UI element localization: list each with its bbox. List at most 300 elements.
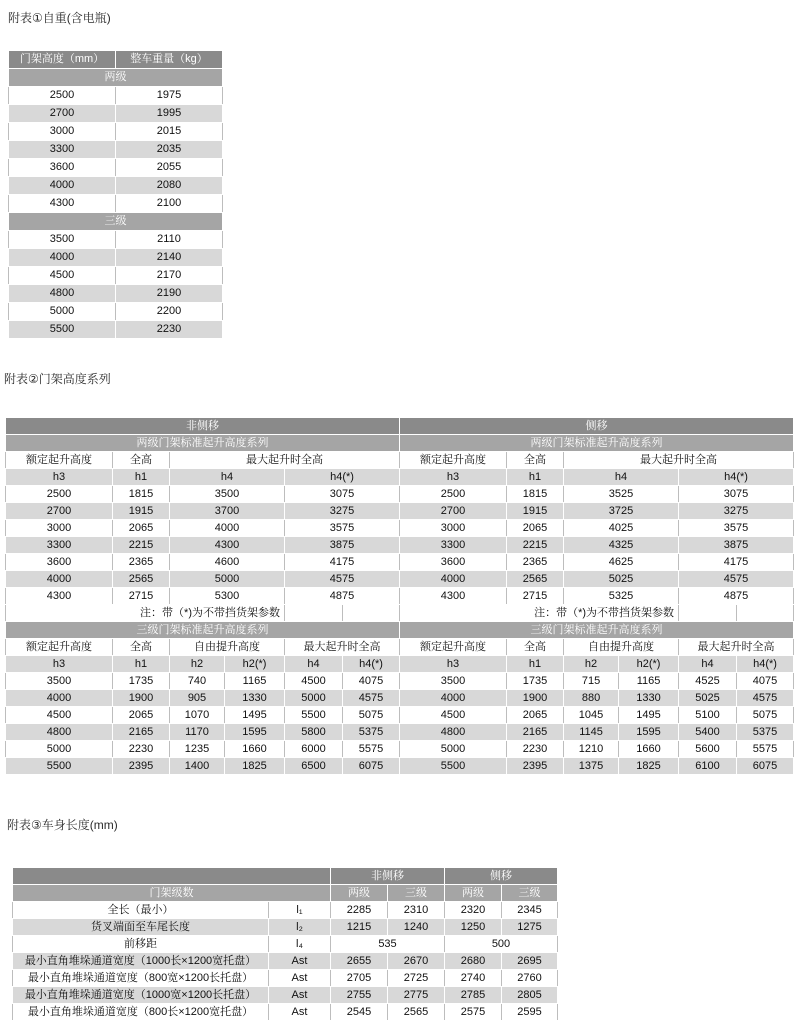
data-cell: 1330	[619, 690, 679, 707]
table1-title: 附表①自重(含电瓶)	[8, 11, 111, 25]
data-cell: 2575	[445, 1004, 502, 1021]
note-cell: 注：带（*)为不带挡货架参数	[400, 605, 679, 622]
data-cell: 5325	[564, 588, 679, 605]
data-cell: 2785	[445, 987, 502, 1004]
data-cell: 4000	[400, 690, 507, 707]
data-cell: 4175	[679, 554, 794, 571]
data-cell: 5500	[285, 707, 343, 724]
data-row	[13, 970, 558, 987]
data-cell: 1595	[225, 724, 285, 741]
section-row	[9, 69, 223, 87]
data-cell: 2015	[116, 123, 223, 141]
group-header-cell: 侧移	[400, 418, 794, 435]
data-cell: 2165	[507, 724, 564, 741]
data-row	[9, 123, 223, 141]
data-cell: 5000	[170, 571, 285, 588]
data-cell: 2725	[388, 970, 445, 987]
data-cell: 1825	[619, 758, 679, 775]
header-cell: h2(*)	[619, 656, 679, 673]
data-cell: 2230	[116, 321, 223, 339]
data-cell: 5000	[9, 303, 116, 321]
data-cell: 1660	[619, 741, 679, 758]
data-cell: 1495	[225, 707, 285, 724]
header-cell: 三级	[388, 885, 445, 902]
data-cell: 4075	[343, 673, 400, 690]
data-cell: 4600	[170, 554, 285, 571]
data-cell: 2395	[113, 758, 170, 775]
data-cell: 2215	[113, 537, 170, 554]
header-cell: h1	[113, 469, 170, 486]
data-cell: 4625	[564, 554, 679, 571]
data-cell: 3600	[9, 159, 116, 177]
data-cell: 715	[564, 673, 619, 690]
data-cell: 1915	[113, 503, 170, 520]
data-cell: 1165	[225, 673, 285, 690]
row-label: 最小直角堆垛通道宽度（800宽×1200长托盘）	[13, 970, 269, 987]
data-cell: 6075	[343, 758, 400, 775]
data-cell: 535	[331, 936, 445, 953]
data-cell: 3000	[400, 520, 507, 537]
symbol-cell: l₁	[269, 902, 331, 919]
data-cell: 3525	[564, 486, 679, 503]
data-cell: 4500	[285, 673, 343, 690]
data-row	[6, 554, 794, 571]
header-cell: h4	[679, 656, 737, 673]
data-cell: 2395	[507, 758, 564, 775]
data-cell: 5100	[679, 707, 737, 724]
data-cell: 4000	[9, 249, 116, 267]
group-header-row	[13, 868, 558, 885]
data-cell: 3300	[6, 537, 113, 554]
data-cell: 3875	[285, 537, 400, 554]
data-cell: 2165	[113, 724, 170, 741]
symbol-cell: Ast	[269, 953, 331, 970]
table2-title: 附表②门架高度系列	[4, 372, 111, 386]
section-row	[6, 435, 794, 452]
data-cell: 2680	[445, 953, 502, 970]
header-cell: 自由提升高度	[170, 639, 285, 656]
symbol-cell: Ast	[269, 970, 331, 987]
data-cell: 2200	[116, 303, 223, 321]
subheader-row	[6, 656, 794, 673]
data-cell: 3575	[285, 520, 400, 537]
data-cell: 5500	[400, 758, 507, 775]
header-cell: 最大起升时全高	[285, 639, 400, 656]
data-cell: 3875	[679, 537, 794, 554]
note-row	[6, 605, 794, 622]
self-weight-table	[8, 50, 223, 339]
data-cell: 3500	[9, 231, 116, 249]
data-cell: 2100	[116, 195, 223, 213]
data-cell: 4175	[285, 554, 400, 571]
section-label: 三级门架标准起升高度系列	[6, 622, 400, 639]
empty-cell	[679, 605, 737, 622]
data-cell: 2065	[507, 520, 564, 537]
section-label: 三级	[9, 213, 223, 231]
data-cell: 1400	[170, 758, 225, 775]
data-cell: 4300	[400, 588, 507, 605]
data-cell: 1595	[619, 724, 679, 741]
header-cell: 门架级数	[13, 885, 331, 902]
header-cell: 全高	[507, 452, 564, 469]
header-cell: h4(*)	[343, 656, 400, 673]
data-row	[6, 690, 794, 707]
data-row	[6, 707, 794, 724]
data-cell: 2065	[507, 707, 564, 724]
data-cell: 3500	[6, 673, 113, 690]
header-cell: 两级	[331, 885, 388, 902]
body-length-table	[12, 867, 558, 1021]
header-cell: h2	[170, 656, 225, 673]
header-cell: 最大起升时全高	[679, 639, 794, 656]
data-cell: 1915	[507, 503, 564, 520]
data-cell: 3300	[400, 537, 507, 554]
data-cell: 3275	[679, 503, 794, 520]
data-cell: 4300	[170, 537, 285, 554]
data-cell: 1995	[116, 105, 223, 123]
section-label: 两级	[9, 69, 223, 87]
data-cell: 4000	[6, 690, 113, 707]
header-cell: 门架高度（mm）	[9, 51, 116, 69]
data-cell: 1275	[502, 919, 558, 936]
data-cell: 1815	[507, 486, 564, 503]
data-cell: 5600	[679, 741, 737, 758]
data-row	[9, 321, 223, 339]
data-cell: 2805	[502, 987, 558, 1004]
data-row	[9, 285, 223, 303]
section-row	[9, 213, 223, 231]
data-cell: 2320	[445, 902, 502, 919]
data-cell: 1660	[225, 741, 285, 758]
data-cell: 4000	[6, 571, 113, 588]
data-cell: 4875	[679, 588, 794, 605]
data-cell: 4500	[9, 267, 116, 285]
data-row	[9, 303, 223, 321]
data-cell: 3075	[679, 486, 794, 503]
header-cell: h2(*)	[225, 656, 285, 673]
data-row	[9, 231, 223, 249]
data-row	[6, 571, 794, 588]
data-cell: 5400	[679, 724, 737, 741]
data-cell: 1735	[113, 673, 170, 690]
data-cell: 2080	[116, 177, 223, 195]
section-label: 两级门架标准起升高度系列	[6, 435, 400, 452]
row-label: 货叉端面至车尾长度	[13, 919, 269, 936]
data-cell: 3000	[6, 520, 113, 537]
data-row	[6, 758, 794, 775]
data-cell: 2655	[331, 953, 388, 970]
symbol-cell: Ast	[269, 1004, 331, 1021]
section-label: 两级门架标准起升高度系列	[400, 435, 794, 452]
data-cell: 5375	[343, 724, 400, 741]
data-cell: 5500	[6, 758, 113, 775]
data-cell: 4000	[400, 571, 507, 588]
data-cell: 1070	[170, 707, 225, 724]
data-cell: 4000	[170, 520, 285, 537]
data-cell: 4875	[285, 588, 400, 605]
data-cell: 2110	[116, 231, 223, 249]
group-header-cell: 侧移	[445, 868, 558, 885]
data-cell: 2190	[116, 285, 223, 303]
data-cell: 1145	[564, 724, 619, 741]
data-cell: 5575	[343, 741, 400, 758]
empty-cell	[285, 605, 343, 622]
data-cell: 2705	[331, 970, 388, 987]
header-cell: 自由提升高度	[564, 639, 679, 656]
data-row	[9, 159, 223, 177]
data-row	[9, 249, 223, 267]
data-cell: 2065	[113, 707, 170, 724]
header-cell: 整车重量（kg）	[116, 51, 223, 69]
data-cell: 3600	[400, 554, 507, 571]
data-cell: 2215	[507, 537, 564, 554]
data-cell: 2500	[400, 486, 507, 503]
header-row	[9, 51, 223, 69]
data-cell: 1825	[225, 758, 285, 775]
data-cell: 2065	[113, 520, 170, 537]
header-cell: h1	[113, 656, 170, 673]
data-row	[6, 724, 794, 741]
data-cell: 2365	[507, 554, 564, 571]
header-cell: h4	[170, 469, 285, 486]
column-group-row	[6, 452, 794, 469]
header-cell: h1	[507, 656, 564, 673]
data-cell: 5000	[400, 741, 507, 758]
data-cell: 6075	[737, 758, 794, 775]
data-cell: 2695	[502, 953, 558, 970]
header-cell: h4	[564, 469, 679, 486]
data-cell: 5075	[343, 707, 400, 724]
data-cell: 1735	[507, 673, 564, 690]
data-cell: 1815	[113, 486, 170, 503]
data-cell: 880	[564, 690, 619, 707]
data-cell: 5800	[285, 724, 343, 741]
data-cell: 2670	[388, 953, 445, 970]
data-cell: 6000	[285, 741, 343, 758]
data-cell: 1235	[170, 741, 225, 758]
header-cell: h4(*)	[679, 469, 794, 486]
data-cell: 4025	[564, 520, 679, 537]
data-cell: 4800	[6, 724, 113, 741]
data-row	[6, 537, 794, 554]
data-cell: 5375	[737, 724, 794, 741]
data-cell: 3075	[285, 486, 400, 503]
data-cell: 1900	[113, 690, 170, 707]
data-cell: 3600	[6, 554, 113, 571]
group-header-row	[6, 418, 794, 435]
data-cell: 2700	[9, 105, 116, 123]
data-cell: 4800	[9, 285, 116, 303]
data-cell: 740	[170, 673, 225, 690]
data-cell: 2565	[507, 571, 564, 588]
header-cell: h1	[507, 469, 564, 486]
header-cell: h3	[400, 656, 507, 673]
data-cell: 2545	[331, 1004, 388, 1021]
data-cell: 1250	[445, 919, 502, 936]
header-cell: h3	[400, 469, 507, 486]
data-row	[13, 987, 558, 1004]
data-cell: 5000	[285, 690, 343, 707]
data-cell: 1240	[388, 919, 445, 936]
data-cell: 2500	[9, 87, 116, 105]
group-header-cell: 非侧移	[6, 418, 400, 435]
empty-cell	[343, 605, 400, 622]
section-row	[6, 622, 794, 639]
data-cell: 3575	[679, 520, 794, 537]
data-cell: 4000	[9, 177, 116, 195]
header-cell: h4	[285, 656, 343, 673]
data-cell: 2700	[6, 503, 113, 520]
data-row	[9, 195, 223, 213]
data-cell: 5575	[737, 741, 794, 758]
header-cell: h4(*)	[737, 656, 794, 673]
data-cell: 4075	[737, 673, 794, 690]
group-header-cell: 非侧移	[331, 868, 445, 885]
data-cell: 1170	[170, 724, 225, 741]
symbol-cell: l₄	[269, 936, 331, 953]
header-cell: 三级	[502, 885, 558, 902]
data-cell: 2565	[113, 571, 170, 588]
data-cell: 5500	[9, 321, 116, 339]
data-cell: 1210	[564, 741, 619, 758]
data-cell: 4500	[6, 707, 113, 724]
header-cell: 额定起升高度	[6, 452, 113, 469]
empty-header-cell	[13, 868, 331, 885]
data-cell: 2565	[388, 1004, 445, 1021]
data-cell: 3500	[400, 673, 507, 690]
row-label: 前移距	[13, 936, 269, 953]
data-cell: 2140	[116, 249, 223, 267]
data-cell: 4800	[400, 724, 507, 741]
data-cell: 1165	[619, 673, 679, 690]
data-cell: 1975	[116, 87, 223, 105]
mast-height-series-table	[5, 417, 794, 775]
data-row	[9, 105, 223, 123]
data-row	[9, 87, 223, 105]
data-cell: 2500	[6, 486, 113, 503]
data-cell: 2715	[507, 588, 564, 605]
data-row	[6, 673, 794, 690]
header-cell: h3	[6, 469, 113, 486]
data-cell: 3000	[9, 123, 116, 141]
data-cell: 4300	[9, 195, 116, 213]
data-cell: 2740	[445, 970, 502, 987]
data-row	[6, 520, 794, 537]
data-cell: 2310	[388, 902, 445, 919]
subheader-row	[6, 469, 794, 486]
header-cell: 全高	[507, 639, 564, 656]
table3-title: 附表③车身长度(mm)	[7, 818, 118, 832]
row-label: 最小直角堆垛通道宽度（1000宽×1200长托盘）	[13, 987, 269, 1004]
data-cell: 4575	[679, 571, 794, 588]
data-cell: 1215	[331, 919, 388, 936]
data-cell: 5000	[6, 741, 113, 758]
header-cell: h2	[564, 656, 619, 673]
data-cell: 500	[445, 936, 558, 953]
data-cell: 4525	[679, 673, 737, 690]
data-cell: 2700	[400, 503, 507, 520]
data-cell: 4575	[343, 690, 400, 707]
data-cell: 905	[170, 690, 225, 707]
data-cell: 2365	[113, 554, 170, 571]
symbol-cell: Ast	[269, 987, 331, 1004]
data-cell: 5025	[564, 571, 679, 588]
data-cell: 2755	[331, 987, 388, 1004]
header-cell: 额定起升高度	[400, 452, 507, 469]
data-cell: 1495	[619, 707, 679, 724]
empty-cell	[737, 605, 794, 622]
data-cell: 2230	[113, 741, 170, 758]
data-cell: 5300	[170, 588, 285, 605]
data-cell: 2055	[116, 159, 223, 177]
data-cell: 5025	[679, 690, 737, 707]
data-cell: 2760	[502, 970, 558, 987]
data-cell: 2775	[388, 987, 445, 1004]
subheader-row	[13, 885, 558, 902]
data-row	[9, 267, 223, 285]
data-row	[13, 919, 558, 936]
data-row	[6, 741, 794, 758]
data-cell: 3300	[9, 141, 116, 159]
data-cell: 3275	[285, 503, 400, 520]
row-label: 最小直角堆垛通道宽度（800长×1200宽托盘）	[13, 1004, 269, 1021]
header-cell: 最大起升时全高	[170, 452, 400, 469]
data-cell: 1330	[225, 690, 285, 707]
header-cell: 最大起升时全高	[564, 452, 794, 469]
data-cell: 2170	[116, 267, 223, 285]
section-label: 三级门架标准起升高度系列	[400, 622, 794, 639]
data-row	[13, 953, 558, 970]
header-cell: 两级	[445, 885, 502, 902]
data-cell: 4300	[6, 588, 113, 605]
data-row	[13, 936, 558, 953]
data-cell: 2285	[331, 902, 388, 919]
data-cell: 6500	[285, 758, 343, 775]
header-cell: 额定起升高度	[400, 639, 507, 656]
data-cell: 4575	[285, 571, 400, 588]
column-group-row	[6, 639, 794, 656]
data-cell: 4325	[564, 537, 679, 554]
data-cell: 1900	[507, 690, 564, 707]
header-cell: h4(*)	[285, 469, 400, 486]
header-cell: h3	[6, 656, 113, 673]
data-cell: 4500	[400, 707, 507, 724]
data-cell: 2715	[113, 588, 170, 605]
data-cell: 1375	[564, 758, 619, 775]
data-cell: 1045	[564, 707, 619, 724]
header-cell: 额定起升高度	[6, 639, 113, 656]
data-cell: 2035	[116, 141, 223, 159]
data-cell: 3700	[170, 503, 285, 520]
data-row	[13, 1004, 558, 1021]
row-label: 最小直角堆垛通道宽度（1000长×1200宽托盘）	[13, 953, 269, 970]
data-cell: 5075	[737, 707, 794, 724]
header-cell: 全高	[113, 639, 170, 656]
data-cell: 3725	[564, 503, 679, 520]
data-row	[9, 177, 223, 195]
data-cell: 6100	[679, 758, 737, 775]
data-row	[6, 588, 794, 605]
data-row	[13, 902, 558, 919]
data-cell: 2230	[507, 741, 564, 758]
symbol-cell: l₂	[269, 919, 331, 936]
header-cell: 全高	[113, 452, 170, 469]
data-cell: 2595	[502, 1004, 558, 1021]
data-row	[6, 503, 794, 520]
data-cell: 2345	[502, 902, 558, 919]
data-cell: 4575	[737, 690, 794, 707]
data-row	[9, 141, 223, 159]
